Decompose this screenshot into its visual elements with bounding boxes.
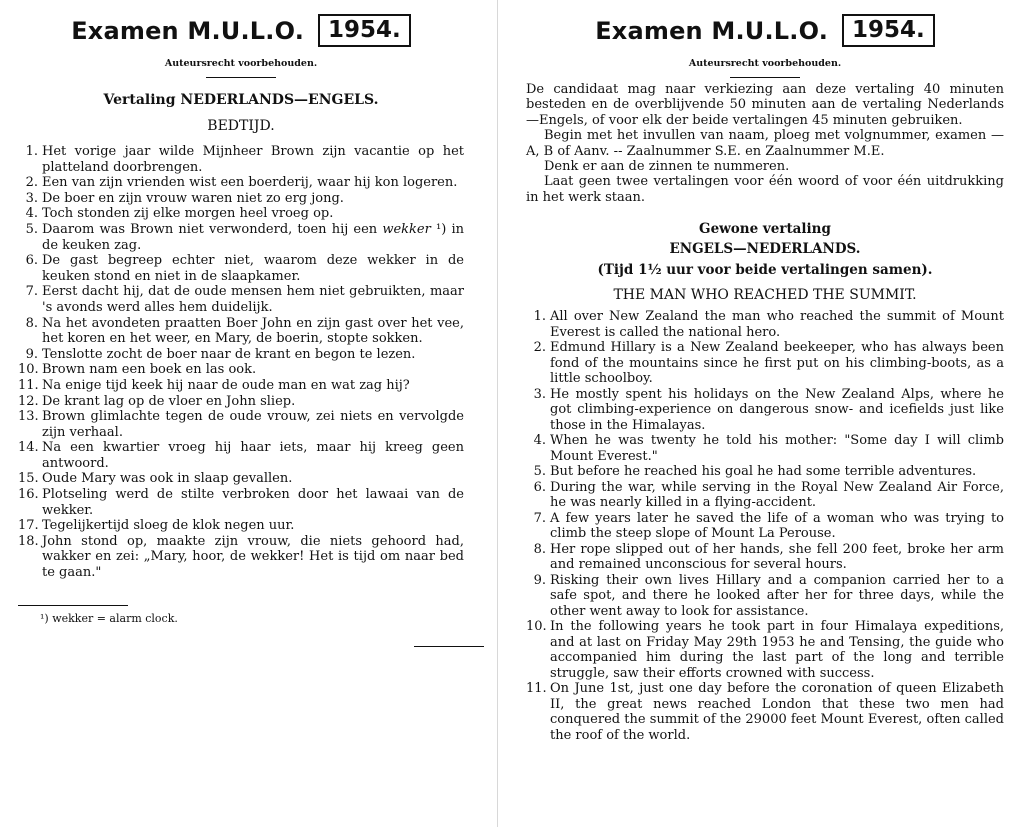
list-item: 6. During the war, while serving in the Royal New Zealand Air Force, he was nearly killed in a flying-accident. [533, 479, 1004, 511]
list-item: 3. He mostly spent his holidays on the New Zealand Alps, where he got climbing-experience on dangerous snow- and icefields just like those in the Himalayas. [533, 386, 1004, 433]
divider [730, 77, 800, 78]
list-item: 1. Het vorige jaar wilde Mijnheer Brown zijn vacantie op het platteland doorbrengen. [25, 144, 464, 175]
instruction-paragraph: Laat geen twee vertalingen voor één woord of voor één uitdrukking in het werk staan. [526, 174, 1004, 205]
list-item: 11. Na enige tijd keek hij naar de oude man en wat zag hij? [18, 377, 410, 393]
text-title: BEDTIJD. [207, 118, 275, 134]
list-item: 2. Edmund Hillary is a New Zealand beekeeper, who has always been fond of the mountains since he first put on his climbing-boots, as a little schoolboy. [533, 340, 1004, 387]
instruction-paragraph: Begin met het invullen van naam, ploeg met volgnummer, examen — A, B of Aanv. -- Zaalnummer S.E. en Zaalnummer M.E. [526, 128, 1004, 159]
footnote: ¹) wekker = alarm clock. [40, 611, 178, 625]
list-item: 9. Risking their own lives Hillary and a companion carried her to a safe spot, and there he looked after her for three days, while the other went away to look for assistance. [533, 572, 1004, 619]
list-item: 4. Toch stonden zij elke morgen heel vroeg op. [25, 206, 334, 222]
list-item: 15. Oude Mary was ook in slaap gevallen. [18, 471, 293, 487]
left-page [0, 0, 486, 827]
list-item: 5. But before he reached his goal he had some terrible adventures. [533, 464, 977, 480]
list-item: 16. Plotseling werd de stilte verbroken door het lawaai van de wekker. [18, 487, 464, 518]
exam-year-box: 1954. [842, 14, 935, 47]
right-page [510, 0, 1024, 827]
copyright-notice: Auteursrecht voorbehouden. [688, 58, 842, 69]
right-header [526, 0, 1004, 52]
time-note: (Tijd 1½ uur voor beide vertalingen samen). [597, 262, 933, 279]
list-item: 10. In the following years he took part in four Himalaya expeditions, and at last on Friday May 29th 1953 he and Tensing, the guide who accompanied him during the last part of the long and terrible struggle, saw their efforts crowned with success. [526, 619, 1004, 681]
sentence-list [526, 309, 1004, 743]
list-item: 2. Een van zijn vrienden wist een boerderij, waar hij kon logeren. [25, 175, 458, 191]
text-title: THE MAN WHO REACHED THE SUMMIT. [613, 287, 917, 304]
list-item: 12. De krant lag op de vloer en John sliep. [18, 393, 296, 409]
list-item: 10. Brown nam een boek en las ook. [18, 362, 257, 378]
list-item: 9. Tenslotte zocht de boer naar de krant en begon te lezen. [25, 346, 416, 362]
list-item: 11. On June 1st, just one day before the coronation of queen Elizabeth II, the great news reached London that these two men had conquered the summit of the 29000 feet Mount Everest, often called the roof of the world. [526, 681, 1004, 743]
list-item: 4. When he was twenty he told his mother: "Some day I will climb Mount Everest." [533, 433, 1004, 464]
list-item: 14. Na een kwartier vroeg hij haar iets, maar hij kreeg geen antwoord. [18, 440, 464, 471]
instruction-paragraph: De candidaat mag naar verkiezing aan deze vertaling 40 minuten besteden en de overblijvende 50 minuten aan de vertaling Nederlands—Engels, of voor elk der beide vertalingen 45 minuten gebruiken. [526, 82, 1004, 128]
list-item: 8. Her rope slipped out of her hands, she fell 200 feet, broke her arm and remained unconscious for several hours. [533, 541, 1004, 573]
page-gutter [497, 0, 498, 827]
copyright-notice: Auteursrecht voorbehouden. [164, 58, 318, 69]
sentence-list [18, 144, 464, 581]
instructions [526, 82, 1004, 205]
list-item: 5. Daarom was Brown niet verwonderd, toen hij een wekker ¹) in de keuken zag. [25, 221, 465, 253]
exam-year-box: 1954. [318, 14, 411, 47]
section-label: Gewone vertaling [699, 221, 831, 238]
list-item: 13. Brown glimlachte tegen de oude vrouw, zei niets en vervolgde zijn verhaal. [18, 409, 464, 440]
exam-title: Examen M.U.L.O. [71, 16, 305, 45]
list-item: 8. Na het avondeten praatten Boer John en zijn gast over het vee, het koren en het weer, en Mary, de boerin, stopte sokken. [25, 315, 464, 347]
footnote-ref: ¹) [436, 221, 447, 237]
footnote-divider [18, 605, 128, 606]
list-item: 7. A few years later he saved the life of a woman who was trying to climb the steep slope of Mount La Perouse. [533, 510, 1004, 542]
divider [206, 77, 276, 78]
list-item: 18. John stond op, maakte zijn vrouw, die niets gehoord had, wakker en zei: „Mary, hoor, de wekker! Het is tijd om naar bed te gaan." [18, 533, 464, 581]
left-header [18, 0, 464, 52]
instruction-paragraph: Denk er aan de zinnen te nummeren. [544, 159, 790, 175]
list-item: 17. Tegelijkertijd sloeg de klok negen uur. [18, 518, 295, 534]
list-item: 6. De gast begreep echter niet, waarom deze wekker in de keuken stond en niet in de slaapkamer. [25, 253, 464, 284]
list-item: 7. Eerst dacht hij, dat de oude mensen hem niet gebruikten, maar 's avonds werd alles hem duidelijk. [25, 284, 464, 315]
footnote-term: wekker [382, 221, 431, 237]
exam-title: Examen M.U.L.O. [595, 16, 829, 45]
section-heading: Vertaling NEDERLANDS—ENGELS. [103, 92, 379, 108]
section-heading: ENGELS—NEDERLANDS. [669, 241, 861, 258]
list-item: 1. All over New Zealand the man who reached the summit of Mount Everest is called the national hero. [533, 309, 1004, 340]
list-item: 3. De boer en zijn vrouw waren niet zo erg jong. [25, 190, 344, 206]
end-divider [414, 646, 484, 647]
